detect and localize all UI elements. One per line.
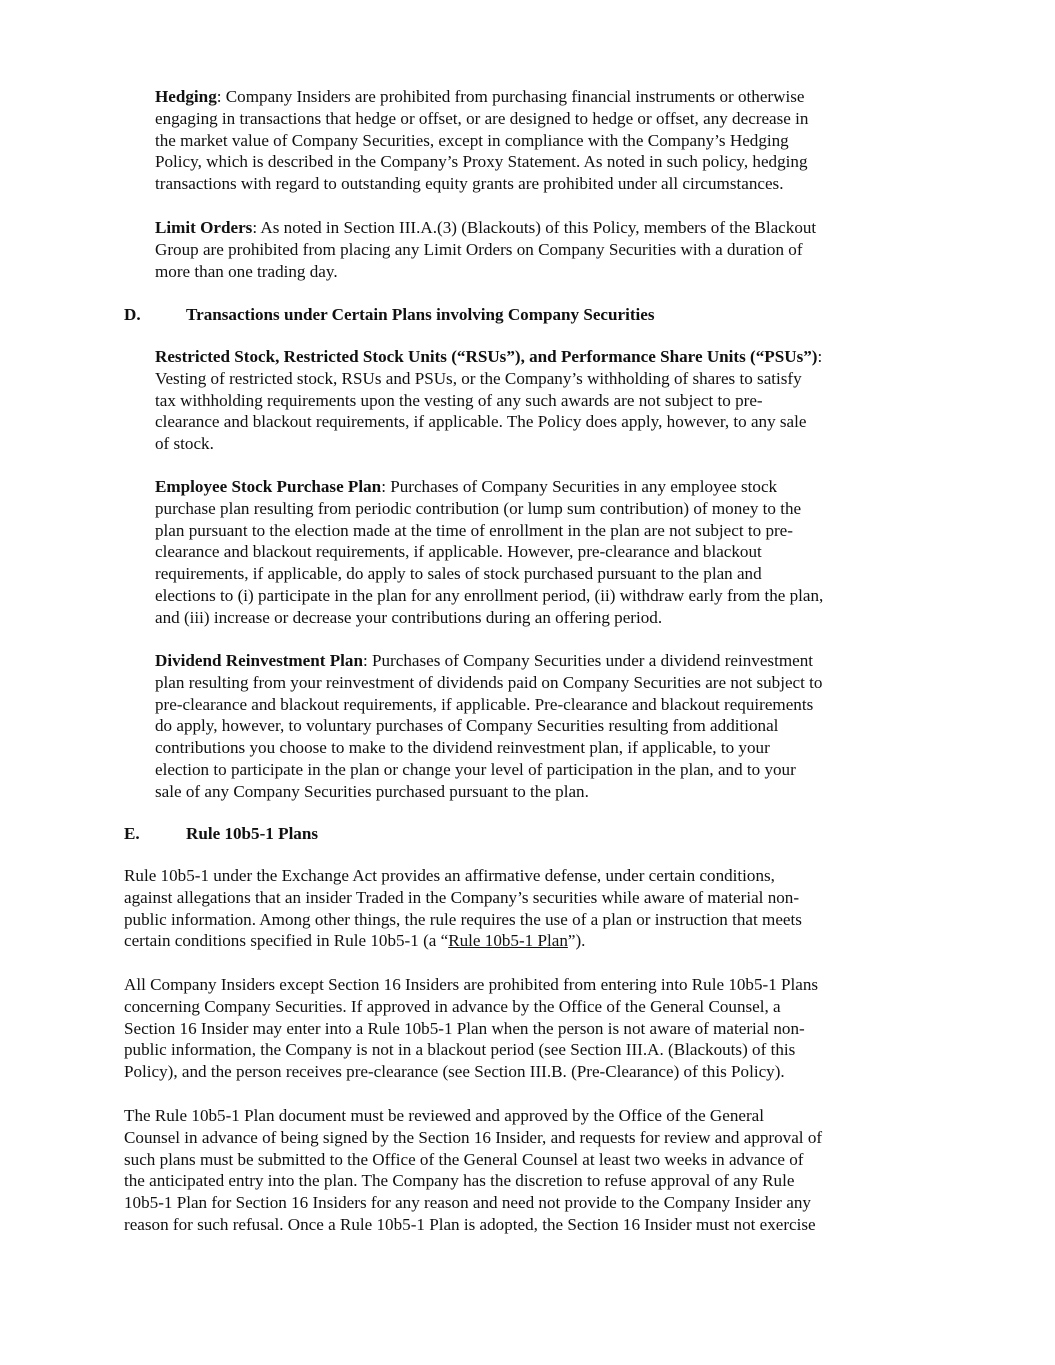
text-line: transactions with regard to outstanding equity grants are prohibited under all circumstances. bbox=[155, 174, 784, 194]
text-line: such plans must be submitted to the Office of the General Counsel at least two weeks in advance of bbox=[124, 1149, 804, 1169]
restricted-stock-heading: Restricted Stock, Restricted Stock Units (“RSUs”), and Performance Share Units (“PSUs”) bbox=[155, 347, 818, 366]
rule-10b5-1-paragraph-2 bbox=[124, 974, 818, 1083]
text-line: contributions you choose to make to the dividend reinvestment plan, if applicable, to your bbox=[155, 738, 770, 758]
text-line: engaging in transactions that hedge or offset, or are designed to hedge or offset, any decrease in bbox=[155, 108, 809, 128]
section-e-title: Rule 10b5-1 Plans bbox=[186, 824, 319, 843]
text-line: tax withholding requirements upon the vesting of any such awards are not subject to pre- bbox=[155, 390, 763, 410]
section-e-letter: E. bbox=[124, 824, 140, 843]
text-line: of stock. bbox=[155, 434, 214, 454]
text-line: do apply, however, to voluntary purchases of Company Securities resulting from additional bbox=[155, 716, 779, 736]
rule-10b5-1-paragraph-1: Rule 10b5-1 under the Exchange Act provides an affirmative defense, under certain conditions, against allegations that an insider Traded in the Company’s securities while aware of material non- public information. Among other things, the rule requires the use of a plan or instruction that meets certain conditions specified in Rule 10b5-1 (a “Rule 10b5-1 Plan”). bbox=[124, 866, 802, 951]
text-line: and (iii) increase or decrease your contributions during an offering period. bbox=[155, 607, 663, 627]
text-line: concerning Company Securities. If approved in advance by the Office of the General Counsel, a bbox=[124, 996, 781, 1016]
restricted-stock-paragraph: Restricted Stock, Restricted Stock Units (“RSUs”), and Performance Share Units (“PSUs”): Vesting of restricted stock, RSUs and PSUs, or the Company’s withholding of shares to satisfy tax withholding requirements upon the vesting of any such awards are not subject to pre- clearance and blackout requirements, if applicable. The Policy does apply, however, to any sale of stock. bbox=[155, 347, 823, 454]
espp-heading: Employee Stock Purchase Plan bbox=[155, 477, 382, 496]
text-line: against allegations that an insider Traded in the Company’s securities while aware of material non- bbox=[124, 887, 800, 907]
text-line: requirements, if applicable, do apply to sales of stock purchased pursuant to the plan and bbox=[155, 564, 762, 584]
text-line: the market value of Company Securities, except in compliance with the Company’s Hedging bbox=[155, 130, 789, 150]
text-line: public information, the Company is not in a blackout period (see Section III.A. (Blackouts) of this bbox=[124, 1040, 796, 1060]
text-line: Counsel in advance of being signed by the Section 16 Insider, and requests for review and approval of bbox=[124, 1127, 823, 1147]
text-line: reason for such refusal. Once a Rule 10b5-1 Plan is adopted, the Section 16 Insider must not exercise bbox=[124, 1214, 816, 1234]
text-line: sale of any Company Securities purchased pursuant to the plan. bbox=[155, 781, 589, 801]
espp-paragraph: Employee Stock Purchase Plan: Purchases of Company Securities in any employee stock purchase plan resulting from periodic contribution (or lump sum contribution) of money to the plan pursuant to the election made at the time of enrollment in the plan are not subject to pre- clearance and blackout requirements, if applicable. However, pre-clearance and blackout requirements, if applicable, do apply to sales of stock purchased pursuant to the plan and elections to (i) participate in the plan for any enrollment period, (ii) withdraw early from the plan, and (iii) increase or decrease your contributions during an offering period. bbox=[155, 477, 824, 627]
text-line: clearance and blackout requirements, if applicable. The Policy does apply, however, to any sale bbox=[155, 412, 807, 432]
text-line: plan resulting from your reinvestment of dividends paid on Company Securities are not subject to bbox=[155, 672, 823, 692]
text-line: public information. Among other things, the rule requires the use of a plan or instruction that meets bbox=[124, 909, 802, 929]
hedging-paragraph: Hedging: Company Insiders are prohibited from purchasing financial instruments or otherwise engaging in transactions that hedge or offset, or are designed to hedge or offset, any decrease in the market value of Company Securities, except in compliance with the Company’s Hedging Policy, which is described in the Company’s Proxy Statement. As noted in such policy, hedging transactions with regard to outstanding equity grants are prohibited under all circumstances. bbox=[155, 87, 809, 194]
drip-paragraph: Dividend Reinvestment Plan: Purchases of Company Securities under a dividend reinvestment plan resulting from your reinvestment of dividends paid on Company Securities are not subject to pre-clearance and blackout requirements, if applicable. Pre-clearance and blackout requirements do apply, however, to voluntary purchases of Company Securities resulting from additional contributions you choose to make to the dividend reinvestment plan, if applicable, to your election to participate in the plan or change your level of participation in the plan, and to your sale of any Company Securities purchased pursuant to the plan. bbox=[155, 651, 823, 801]
limit-orders-heading: Limit Orders bbox=[155, 218, 253, 237]
drip-heading: Dividend Reinvestment Plan bbox=[155, 651, 363, 670]
hedging-heading: Hedging bbox=[155, 87, 217, 106]
limit-orders-paragraph: Limit Orders: As noted in Section III.A.(3) (Blackouts) of this Policy, members of the Blackout Group are prohibited from placing any Limit Orders on Company Securities with a duration of more than one trading day. bbox=[155, 218, 817, 281]
section-d-title: Transactions under Certain Plans involving Company Securities bbox=[186, 305, 655, 324]
section-d-letter: D. bbox=[124, 305, 141, 324]
text-line: Vesting of restricted stock, RSUs and PSUs, or the Company’s withholding of shares to satisfy bbox=[155, 368, 802, 388]
text-line: Section 16 Insider may enter into a Rule 10b5-1 Plan when the person is not aware of material non- bbox=[124, 1018, 805, 1038]
text-line: 10b5-1 Plan for Section 16 Insiders for any reason and need not provide to the Company Insider any bbox=[124, 1193, 811, 1213]
text-line: The Rule 10b5-1 Plan document must be reviewed and approved by the Office of the General bbox=[124, 1106, 765, 1125]
text-line: All Company Insiders except Section 16 Insiders are prohibited from entering into Rule 10b5-1 Plans bbox=[124, 975, 819, 994]
text-line: clearance and blackout requirements, if applicable. However, pre-clearance and blackout bbox=[155, 542, 762, 562]
text-line: Rule 10b5-1 under the Exchange Act provides an affirmative defense, under certain conditions, bbox=[124, 866, 775, 885]
text-line: the anticipated entry into the plan. The Company has the discretion to refuse approval of any Rule bbox=[124, 1171, 795, 1191]
text-line: Policy), and the person receives pre-clearance (see Section III.B. (Pre-Clearance) of this Policy). bbox=[124, 1062, 785, 1082]
text-line: Group are prohibited from placing any Limit Orders on Company Securities with a duration of bbox=[155, 239, 803, 259]
text-line: elections to (i) participate in the plan for any enrollment period, (ii) withdraw early from the plan, bbox=[155, 585, 824, 605]
text-line: Policy, which is described in the Company’s Proxy Statement. As noted in such policy, hedging bbox=[155, 152, 808, 172]
text-line: pre-clearance and blackout requirements, if applicable. Pre-clearance and blackout requirements bbox=[155, 694, 814, 714]
rule-10b5-1-paragraph-3 bbox=[124, 1105, 822, 1236]
text-line: more than one trading day. bbox=[155, 261, 338, 281]
defined-term: Rule 10b5-1 Plan bbox=[448, 931, 568, 951]
text-line: election to participate in the plan or change your level of participation in the plan, and to your bbox=[155, 759, 796, 779]
text-line: plan pursuant to the election made at the time of enrollment in the plan are not subject to pre- bbox=[155, 520, 793, 540]
text-line: purchase plan resulting from periodic contribution (or lump sum contribution) of money to the bbox=[155, 498, 802, 518]
